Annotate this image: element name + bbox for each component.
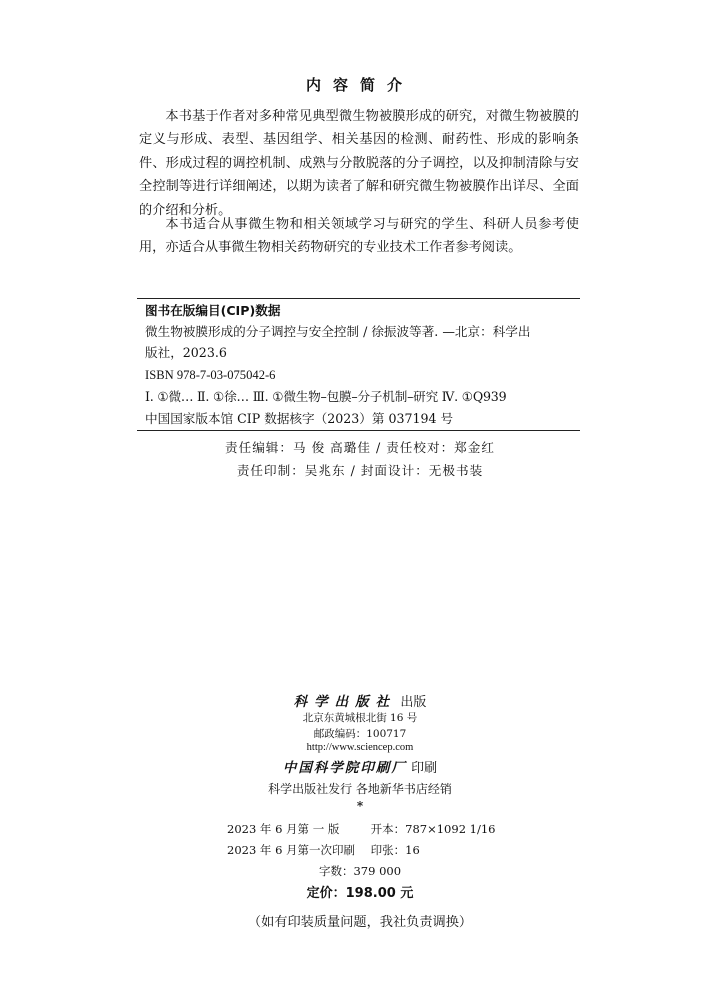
intro-title: 内容简介 — [305, 76, 414, 94]
cip-cn-check: 中国国家版本馆 CIP 数据核字（2023）第 037194 号 — [145, 411, 454, 426]
price: 定价：198.00 元 — [306, 886, 414, 901]
cip-book-line-1: 微生物被膜形成的分子调控与安全控制 / 徐振波等著. —北京：科学出 — [145, 324, 531, 339]
publisher-postcode: 邮政编码：100717 — [313, 728, 407, 740]
edition-line: 2023 年 6 月第 一 版 — [227, 822, 340, 836]
print-line: 2023 年 6 月第一次印刷 — [227, 843, 356, 857]
publisher-logo: 科学出版社 — [293, 694, 397, 710]
cip-book-line-2: 版社，2023.6 — [145, 345, 227, 360]
cip-title: 图书在版编目(CIP)数据 — [145, 303, 281, 318]
book-format: 开本：787×1092 1/16 — [370, 822, 496, 836]
publisher-line — [0, 690, 720, 710]
publisher-suffix: 出版 — [400, 695, 427, 710]
distribution-line: 科学出版社发行 各地新华书店经销 — [268, 782, 452, 796]
cip-top-rule — [137, 298, 580, 299]
separator-star: * — [356, 799, 364, 813]
staff-production: 责任印制：吴兆东 / 封面设计：无极书装 — [236, 463, 484, 478]
printing-row — [227, 842, 420, 858]
intro-paragraph-1: 本书基于作者对多种常见典型微生物被膜形成的研究，对微生物被膜的定义与形成、表型、基因组学、相关基因的检测、耐药性、形成的影响条件、形成过程的调控机制、成熟与分散脱落的分子调控，以及抑制清除与安全控制等进行详细阐述，以期为读者了解和研究微生物被膜作出详尽、全面的介绍和分析。 — [139, 109, 579, 218]
edition-row — [227, 821, 496, 837]
print-sheets: 印张：16 — [370, 843, 420, 857]
printer-line — [0, 756, 720, 776]
printer-suffix: 印刷 — [411, 761, 438, 776]
publisher-address: 北京东黄城根北街 16 号 — [302, 712, 418, 724]
intro-paragraph-2: 本书适合从事微生物和相关领域学习与研究的学生、科研人员参考使用，亦适合从事微生物相关药物研究的专业技术工作者参考阅读。 — [139, 217, 579, 256]
cip-bottom-rule — [137, 430, 580, 431]
publisher-url: http://www.sciencep.com — [306, 742, 414, 753]
printer-logo: 中国科学院印刷厂 — [282, 760, 407, 776]
quality-notice: （如有印装质量问题，我社负责调换） — [247, 915, 473, 930]
cip-isbn: ISBN 978-7-03-075042-6 — [145, 368, 276, 382]
staff-editors: 责任编辑：马 俊 高璐佳 / 责任校对：郑金红 — [225, 440, 495, 455]
cip-classification: Ⅰ. ①微… Ⅱ. ①徐… Ⅲ. ①微生物–包膜–分子机制–研究 Ⅳ. ①Q939 — [145, 389, 507, 404]
word-count: 字数：379 000 — [318, 864, 402, 878]
